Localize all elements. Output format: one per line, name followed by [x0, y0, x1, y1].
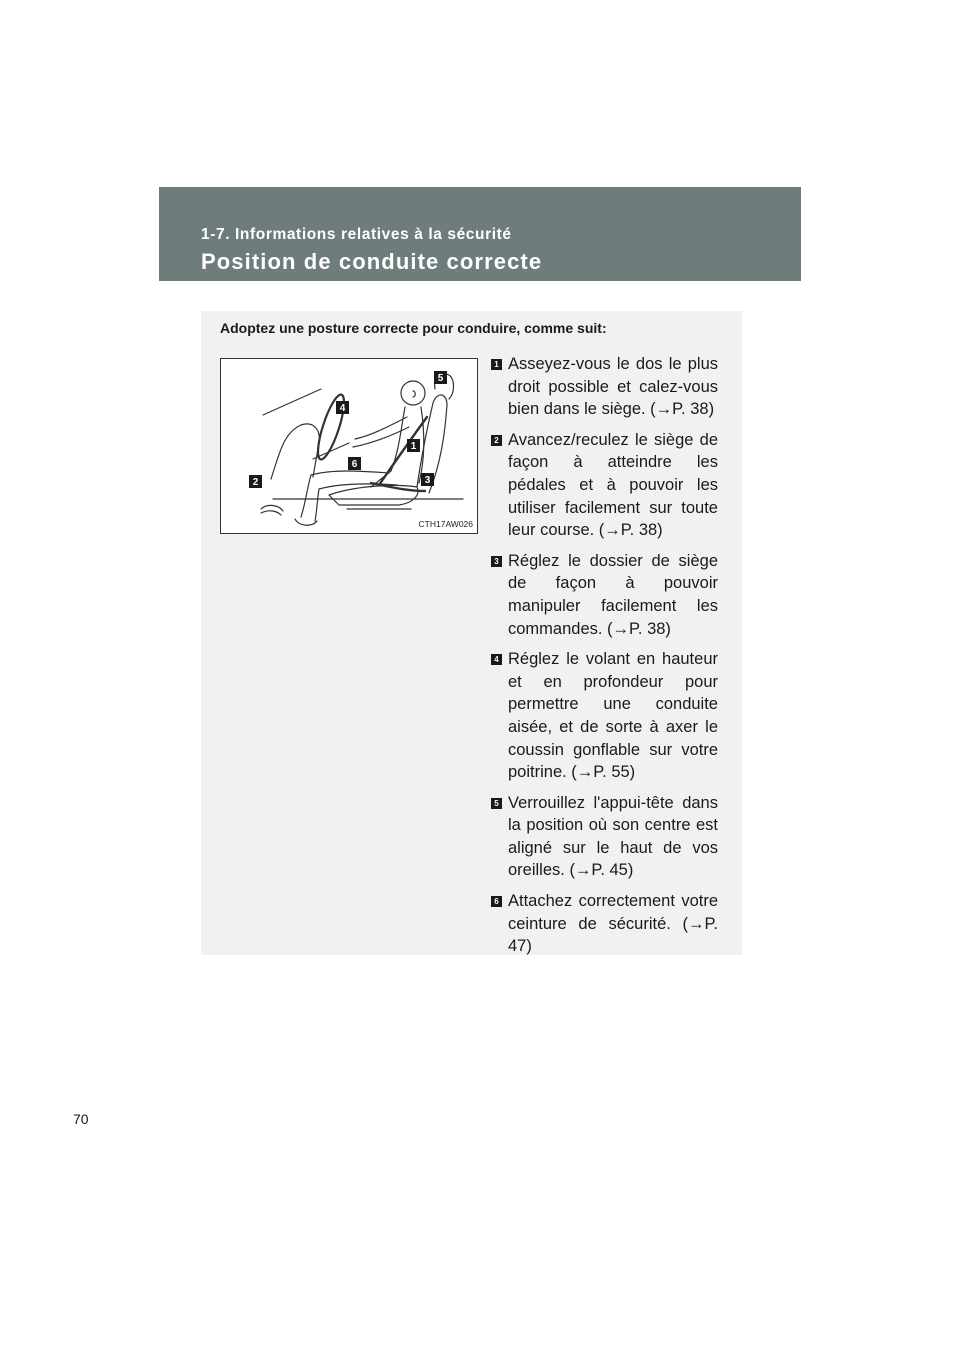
- callout-6-label: 6: [351, 459, 358, 470]
- step-number-marker: 5: [491, 798, 502, 809]
- step-text: Avancez/reculez le siège de façon à atteindre les pédales et à pouvoir les utiliser facilement sur toute leur course. (→P. 38): [508, 430, 718, 540]
- step-number-marker: 3: [491, 556, 502, 567]
- step-item: [491, 353, 718, 421]
- step-number-marker: 6: [491, 896, 502, 907]
- figure-caption: CTH17AW026: [418, 519, 473, 529]
- pedal-arm: [261, 511, 281, 515]
- callout-1-label: 1: [410, 441, 417, 452]
- page-title: Position de conduite correcte: [201, 249, 543, 274]
- pedal: [261, 505, 283, 511]
- step-item: [491, 429, 718, 542]
- windshield-line: [263, 389, 321, 415]
- driver-foot: [295, 519, 317, 525]
- callout-5-label: 5: [437, 373, 444, 384]
- step-text: Verrouillez l'appui-tête dans la position où son centre est aligné sur le haut de vos oreilles. (→P. 45): [508, 793, 718, 880]
- dashboard-outline: [271, 424, 319, 479]
- step-text: Attachez correctement votre ceinture de sécurité. (→P. 47): [508, 892, 718, 956]
- step-item: [491, 792, 718, 882]
- step-number-marker: 2: [491, 435, 502, 446]
- driver-posture-illustration: [220, 358, 478, 534]
- driver-ear: [413, 391, 415, 397]
- step-text: Réglez le dossier de siège de façon à pouvoir manipuler facilement les commandes. (→P. 38): [508, 551, 718, 638]
- callout-4-label: 4: [339, 403, 346, 414]
- section-label: 1-7. Informations relatives à la sécurité: [201, 226, 512, 243]
- callout-2-label: 2: [252, 477, 259, 488]
- driver-torso: [371, 407, 405, 487]
- steps-list: [491, 353, 718, 966]
- page-number: 70: [73, 1111, 89, 1127]
- driver-posture-drawing: [221, 359, 477, 533]
- step-item: [491, 890, 718, 958]
- step-item: [491, 550, 718, 640]
- step-text: Réglez le volant en hauteur et en profondeur pour permettre une conduite aisée, et de sorte à axer le coussin gonflable sur votre poitrine. (→P. 55): [508, 650, 718, 782]
- step-text: Asseyez-vous le dos le plus droit possible et calez-vous bien dans le siège. (→P. 38): [508, 355, 718, 419]
- driver-head-outline: [401, 381, 425, 405]
- step-number-marker: 1: [491, 359, 502, 370]
- step-number-marker: 4: [491, 654, 502, 665]
- intro-text: Adoptez une posture correcte pour conduire, comme suit:: [220, 320, 607, 336]
- content-panel: [201, 311, 742, 955]
- section-header: [159, 187, 801, 281]
- driver-upper-arm: [355, 417, 407, 439]
- callout-3-label: 3: [424, 475, 431, 486]
- driver-shin: [301, 475, 311, 517]
- driver-shin-back: [315, 489, 319, 521]
- driver-thigh: [311, 471, 389, 475]
- step-item: [491, 648, 718, 784]
